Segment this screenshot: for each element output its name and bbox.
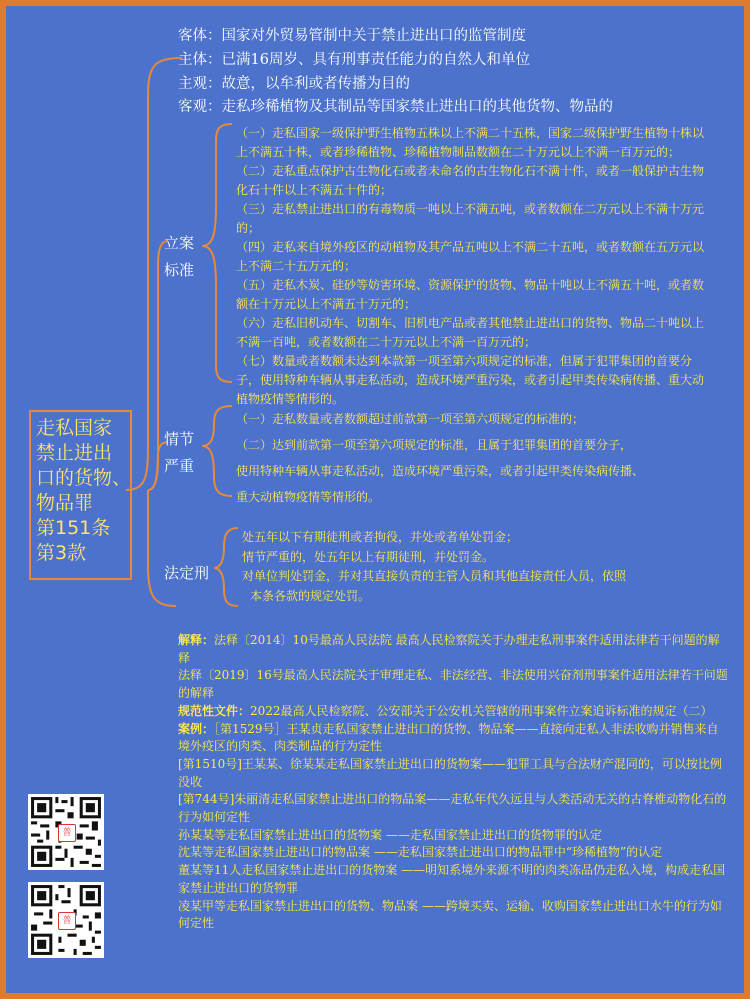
penalty-item: 本条各款的规定处罚。 (250, 588, 371, 603)
penalty-list (242, 528, 732, 606)
root-title-line: 第151条 (36, 517, 111, 539)
seal-icon: 普 (58, 912, 76, 930)
case-3: [第744号]朱丽清走私国家禁止进出口的物品案——走私年代久远且与人类活动无关的古脊椎动物化石的行为如何定性 (178, 792, 727, 825)
root-title-line: 走私国家 (36, 417, 113, 439)
serious-item: （一）走私数量或者数额超过前款第一项至第六项规定的标准的； (236, 412, 585, 426)
element-object: 客体：国家对外贸易管制中关于禁止进出口的监管制度 (178, 28, 526, 44)
label-serious-circumstances: 情节 严重 (164, 430, 195, 475)
normative-doc: 规范性文件：2022最高人民检察院、公安部关于公安机关管辖的刑事案件立案追诉标准的规定（二） (178, 703, 713, 718)
root-title-line: 第3款 (36, 542, 87, 564)
penalty-item: 处五年以下有期徒刑或者拘役，并处或者单处罚金； (242, 530, 519, 544)
case-6: 董某等11人走私国家禁止进出口的货物案 ——明知系境外来源不明的肉类冻品仍走私入境，构成走私国家禁止进出口的货物罪 (178, 863, 726, 895)
serious-list (236, 406, 726, 510)
qr-code-icon (28, 794, 104, 870)
references-section (178, 632, 728, 933)
penalty-item: 情节严重的，处五年以上有期徒刑，并处罚金。 (242, 549, 495, 564)
serious-item: 使用特种车辆从事走私活动，造成环境严重污染，或者引起甲类传染病传播、 (236, 464, 645, 478)
standard-item: （四）走私来自境外疫区的动植物及其产品五吨以上不满二十五吨，或者数额在五万元以上不满二十五万元的； (236, 240, 705, 273)
standard-item: （一）走私国家一级保护野生植物五株以上不满二十五株，国家二级保护野生植物十株以上不满五十株，或者珍稀植物、珍稀植物制品数额在二十万元以上不满一百万元的； (236, 126, 705, 159)
element-mens-rea: 主观：故意，以牟利或者传播为目的 (178, 76, 410, 92)
filing-standard-list (236, 124, 714, 409)
root-node-title (29, 410, 132, 580)
penalty-item: 对单位判处罚金，并对其直接负责的主管人员和其他直接责任人员，依照 (242, 569, 627, 583)
root-title-line: 物品罪 (36, 492, 94, 514)
interpretation-1: 解释：法释〔2014〕10号最高人民法院 最高人民检察院关于办理走私刑事案件适用法律若干问题的解释 (178, 633, 720, 665)
interpretation-2: 法释〔2019〕16号最高人民法院关于审理走私、非法经营、非法使用兴奋剂刑事案件适用法律若干问题的解释 (178, 668, 728, 701)
seal-icon: 普 (58, 824, 76, 842)
case-7: 凌某甲等走私国家禁止进出口的货物、物品案 ——跨境买卖、运输、收购国家禁止进出口水牛的行为如何定性 (178, 898, 722, 931)
standard-item: （二）走私重点保护古生物化石或者未命名的古生物化石不满十件，或者一般保护古生物化石十件以上不满五十件的； (236, 164, 705, 197)
root-title-line: 口的货物、 (36, 467, 132, 489)
case-1: 案例：［第1529号］王某贞走私国家禁止进出口的货物、物品案——直接向走私人非法收购并销售来自境外疫区的肉类、肉类制品的行为定性 (178, 721, 719, 754)
case-4: 孙某某等走私国家禁止进出口的货物案 ——走私国家禁止进出口的货物罪的认定 (178, 827, 602, 842)
label-filing-standard: 立案 标准 (164, 234, 195, 279)
label-statutory-penalty: 法定刑 (164, 564, 210, 582)
root-title-line: 禁止进出 (36, 442, 113, 464)
serious-item: 重大动植物疫情等情形的。 (236, 490, 381, 504)
standard-item: （七）数量或者数额未达到本款第一项至第六项规定的标准，但属于犯罪集团的首要分子，使用特种车辆从事走私活动，造成环境严重污染，或者引起甲类传染病传播、重大动植物疫情等情形的。 (236, 354, 705, 406)
case-label: 案例： (178, 721, 215, 736)
element-subject: 主体：已满16周岁、具有刑事责任能力的自然人和单位 (178, 52, 530, 68)
normative-label: 规范性文件： (178, 703, 251, 718)
element-conduct: 客观：走私珍稀植物及其制品等国家禁止进出口的其他货物、物品的 (178, 99, 613, 115)
standard-item: （六）走私旧机动车、切割车、旧机电产品或者其他禁止进出口的货物、物品二十吨以上不满一百吨，或者数额在二十万元以上不满一百万元的； (236, 316, 705, 349)
case-2: [第1510号]王某某、徐某某走私国家禁止进出口的货物案——犯罪工具与合法财产混同的，可以按比例没收 (178, 756, 722, 789)
case-5: 沈某等走私国家禁止进出口的物品案 ——走私国家禁止进出口的物品罪中“珍稀植物”的认定 (178, 845, 663, 860)
interpretation-label: 解释： (178, 633, 215, 647)
standard-item: （三）走私禁止进出口的有毒物质一吨以上不满五吨，或者数额在二万元以上不满十万元的； (236, 202, 705, 235)
serious-item: （二）达到前款第一项至第六项规定的标准，且属于犯罪集团的首要分子， (236, 438, 633, 452)
mind-map-page (6, 6, 744, 993)
qr-code-icon (28, 882, 104, 958)
standard-item: （五）走私木炭、硅砂等妨害环境、资源保护的货物、物品十吨以上不满五十吨，或者数额在十万元以上不满五十万元的； (236, 278, 705, 311)
